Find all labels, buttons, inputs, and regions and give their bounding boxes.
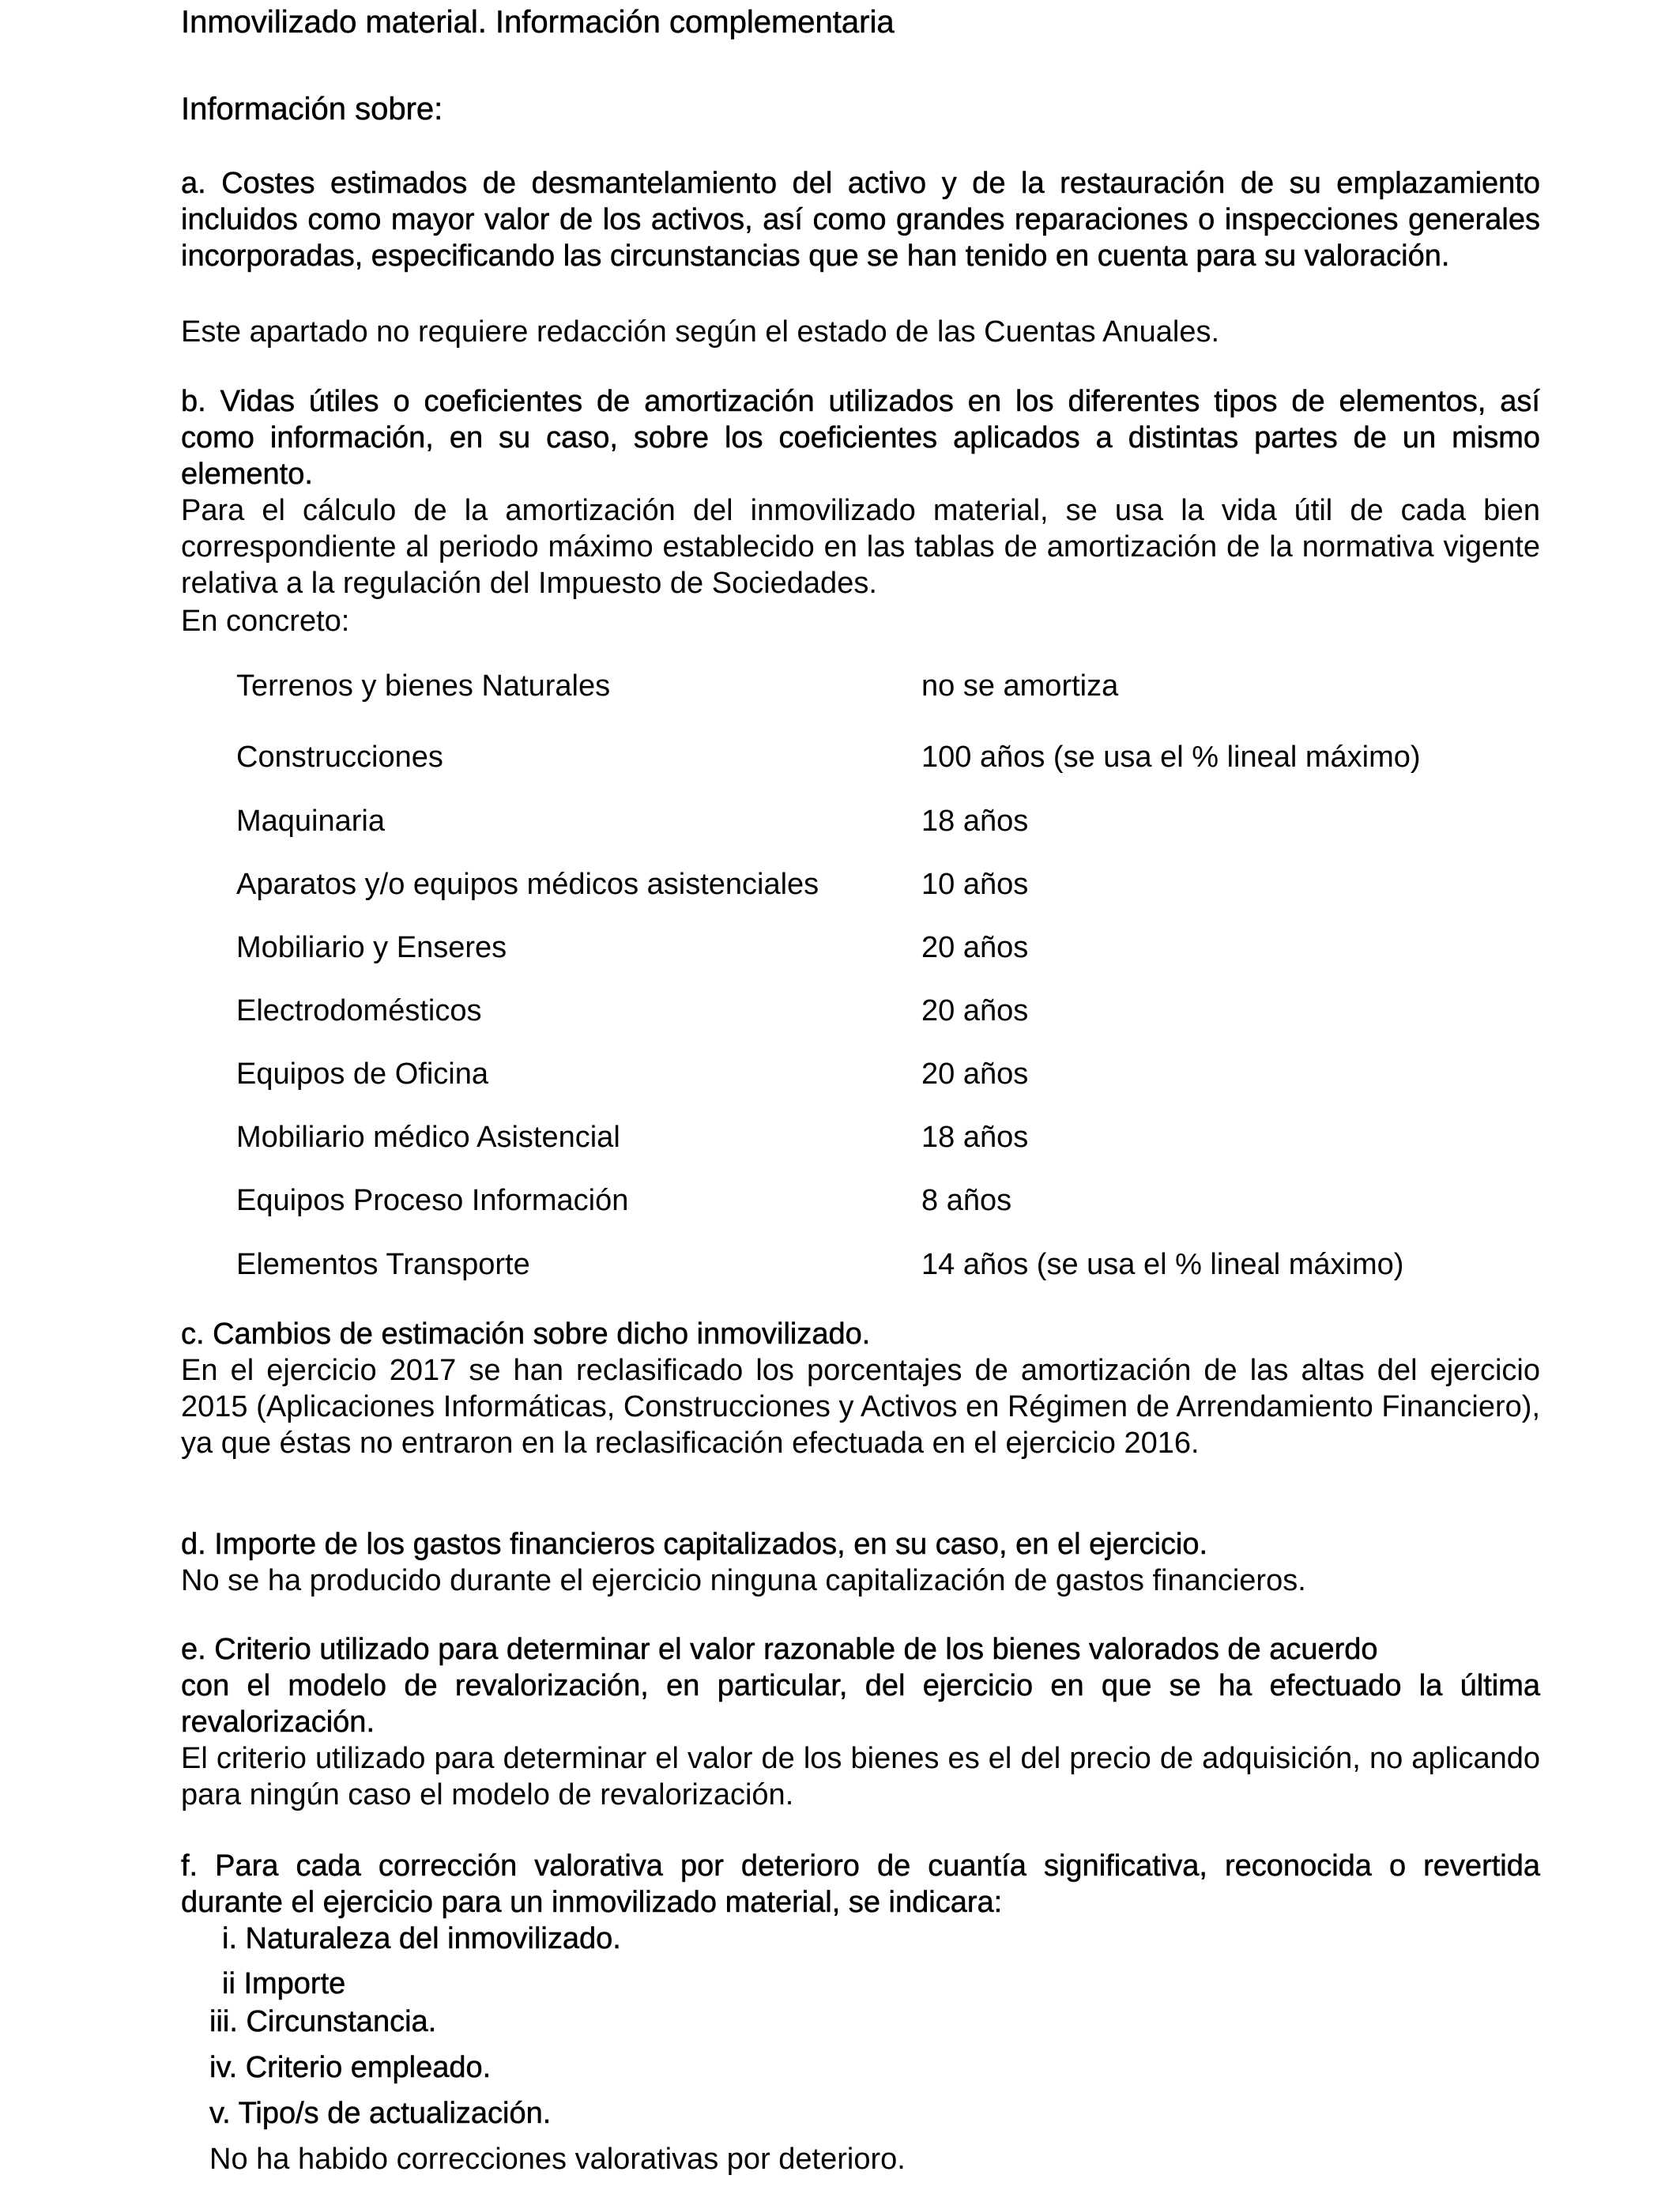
section-b-heading: b. Vidas útiles o coeficientes de amortización utilizados en los diferentes tipos de elementos, así como información, en su caso, sobre los coeficientes aplicados a distintas partes de un mismo elemento.: [181, 385, 1540, 491]
section-a-heading: a. Costes estimados de desmantelamiento del activo y de la restauración de su emplazamiento incluidos como mayor valor de los activos, así como grandes reparaciones o inspecciones generales incorporadas, especificando las circunstancias que se han tenido en cuenta para su valoración.: [181, 167, 1540, 273]
table-row-value: 20 años: [921, 1057, 1029, 1091]
table-row-item: Electrodomésticos: [236, 994, 482, 1027]
table-row-value: 20 años: [921, 994, 1029, 1027]
section-c-text: En el ejercicio 2017 se han reclasificado los porcentajes de amortización de las altas del ejercicio 2015 (Aplicaciones Informáticas, Construcciones y Activos en Régimen de Arrendamiento Financiero), ya que éstas no entraron en la reclasificación efectuada en el ejercicio 2016.: [181, 1354, 1540, 1460]
table-row-item: Mobiliario y Enseres: [236, 931, 507, 964]
table-row-item: Equipos de Oficina: [236, 1057, 488, 1091]
table-row-value: 14 años (se usa el % lineal máximo): [921, 1248, 1404, 1281]
table-row-value: 10 años: [921, 868, 1029, 901]
table-row-item: Elementos Transporte: [236, 1248, 530, 1281]
section-b-intro: En concreto:: [181, 605, 350, 638]
section-d-text: No se ha producido durante el ejercicio ninguna capitalización de gastos financieros.: [181, 1564, 1306, 1597]
table-row-item: Mobiliario médico Asistencial: [236, 1121, 620, 1154]
section-f-item: iii. Circunstancia.: [209, 2005, 437, 2038]
section-f-heading: f. Para cada corrección valorativa por deterioro de cuantía significativa, reconocida o revertida durante el ejercicio para un inmovilizado material, se indicara:: [181, 1849, 1540, 1919]
table-row-value: 18 años: [921, 1121, 1029, 1154]
section-f-item: ii Importe: [222, 1967, 346, 2000]
table-row-value: 20 años: [921, 931, 1029, 964]
table-row-item: Terrenos y bienes Naturales: [236, 669, 611, 703]
section-d-heading: d. Importe de los gastos financieros capitalizados, en su caso, en el ejercicio.: [181, 1528, 1208, 1561]
section-f-item: iv. Criterio empleado.: [209, 2051, 492, 2084]
section-a-text: Este apartado no requiere redacción según el estado de las Cuentas Anuales.: [181, 315, 1220, 349]
section-e-heading-line1: e. Criterio utilizado para determinar el valor razonable de los bienes valorados de acuerdo: [181, 1633, 1378, 1666]
table-row-value: 18 años: [921, 805, 1029, 838]
table-row-item: Equipos Proceso Información: [236, 1184, 629, 1217]
page-title: Inmovilizado material. Información complementaria: [181, 5, 895, 40]
table-row-item: Aparatos y/o equipos médicos asistenciales: [236, 868, 819, 901]
page-subtitle: Información sobre:: [181, 92, 443, 126]
section-e-text: El criterio utilizado para determinar el valor de los bienes es el del precio de adquisición, no aplicando para ningún caso el modelo de revalorización.: [181, 1742, 1540, 1811]
section-f-text: No ha habido correcciones valorativas por deterioro.: [209, 2143, 906, 2176]
section-f-item: v. Tipo/s de actualización.: [209, 2097, 552, 2130]
table-row-value: 8 años: [921, 1184, 1012, 1217]
table-row-value: no se amortiza: [921, 669, 1119, 703]
section-c-heading: c. Cambios de estimación sobre dicho inmovilizado.: [181, 1318, 871, 1351]
section-b-text: Para el cálculo de la amortización del inmovilizado material, se usa la vida útil de cada bien correspondiente al periodo máximo establecido en las tablas de amortización de la normativa vigente relativa a la regulación del Impuesto de Sociedades.: [181, 494, 1540, 600]
table-row-item: Maquinaria: [236, 805, 385, 838]
section-e-heading-line2: con el modelo de revalorización, en particular, del ejercicio en que se ha efectuado la última revalorización.: [181, 1669, 1540, 1739]
table-row-value: 100 años (se usa el % lineal máximo): [921, 741, 1421, 774]
section-f-item: i. Naturaleza del inmovilizado.: [222, 1922, 621, 1955]
table-row-item: Construcciones: [236, 741, 443, 774]
